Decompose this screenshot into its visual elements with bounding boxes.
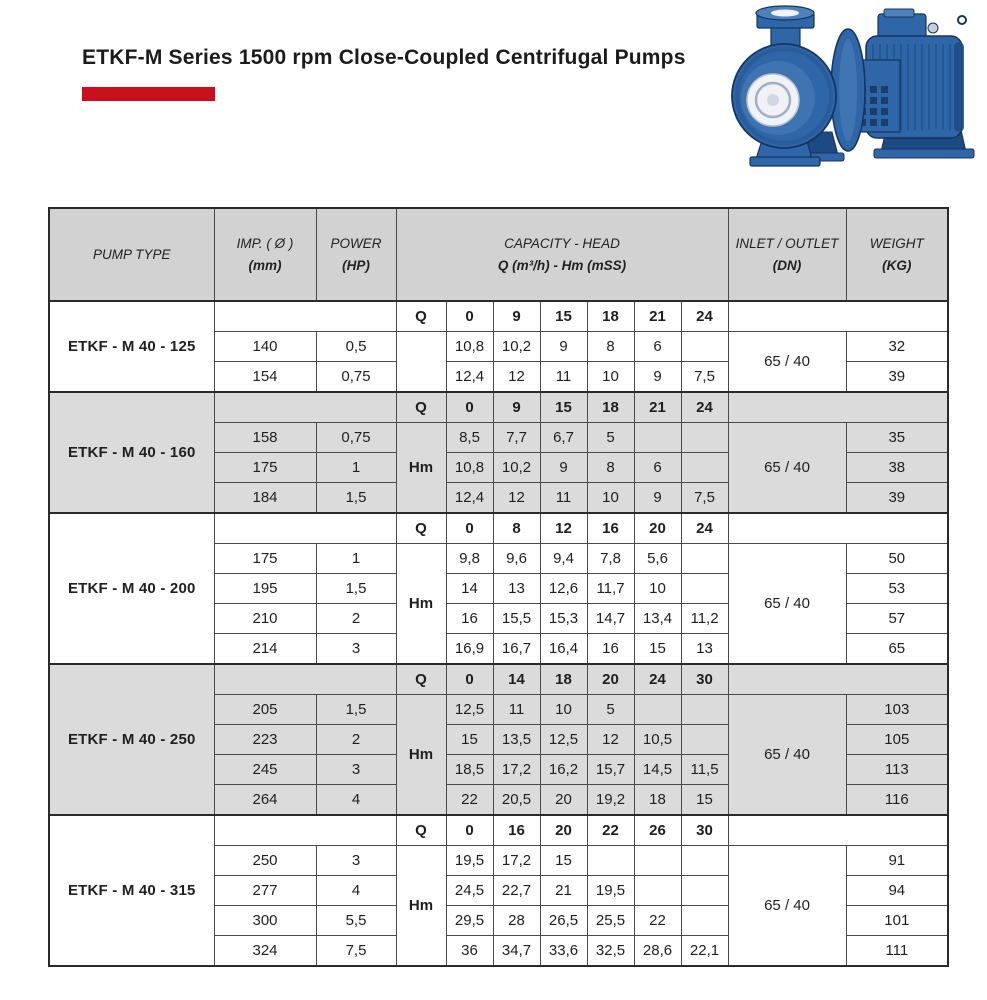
spacer-cell: [728, 815, 948, 846]
head-value-cell: 12,6: [540, 574, 587, 604]
head-value-cell: 16,2: [540, 755, 587, 785]
table-header-row: [49, 208, 948, 301]
head-value-cell: 10,2: [493, 332, 540, 362]
head-value-cell: 10: [540, 695, 587, 725]
head-value-cell: 9,4: [540, 544, 587, 574]
inlet-outlet-cell: 65 / 40: [728, 544, 846, 665]
head-value-cell: 15: [681, 785, 728, 816]
spacer-cell: [728, 664, 948, 695]
column-header-line1: CAPACITY - HEAD: [504, 236, 620, 251]
head-value-cell: 10: [587, 362, 634, 393]
weight-cell: 113: [846, 755, 948, 785]
head-value-cell: 34,7: [493, 936, 540, 967]
q-value-cell: 20: [540, 815, 587, 846]
pump-type-cell: ETKF - M 40 - 200: [49, 513, 214, 664]
group-q-row: [49, 392, 948, 423]
q-value-cell: 21: [634, 392, 681, 423]
head-value-cell: 21: [540, 876, 587, 906]
power-cell: 0,5: [316, 332, 396, 362]
head-value-cell: 15,7: [587, 755, 634, 785]
impeller-cell: 205: [214, 695, 316, 725]
hm-label-cell: [396, 332, 446, 393]
head-value-cell: 20: [540, 785, 587, 816]
head-value-cell: 14: [446, 574, 493, 604]
column-header-pump-type: [49, 208, 214, 301]
q-label-cell: Q: [396, 301, 446, 332]
q-label-cell: Q: [396, 392, 446, 423]
hm-label-cell: Hm: [396, 544, 446, 665]
head-value-cell: [634, 876, 681, 906]
weight-cell: 105: [846, 725, 948, 755]
power-cell: 2: [316, 604, 396, 634]
head-value-cell: 11,7: [587, 574, 634, 604]
table-header: [49, 208, 948, 301]
q-value-cell: 30: [681, 664, 728, 695]
pump-type-cell: ETKF - M 40 - 250: [49, 664, 214, 815]
group-q-row: [49, 815, 948, 846]
column-header-line2: (mm): [248, 258, 282, 273]
impeller-cell: 175: [214, 544, 316, 574]
head-value-cell: 22,1: [681, 936, 728, 967]
power-cell: 1: [316, 453, 396, 483]
head-value-cell: 12,5: [446, 695, 493, 725]
head-value-cell: 11: [540, 483, 587, 514]
head-value-cell: 12,5: [540, 725, 587, 755]
head-value-cell: [634, 423, 681, 453]
head-value-cell: 12: [493, 362, 540, 393]
q-value-cell: 18: [587, 392, 634, 423]
power-cell: 3: [316, 634, 396, 665]
head-value-cell: 9: [540, 453, 587, 483]
pump-data-table: [48, 207, 949, 967]
q-value-cell: 0: [446, 664, 493, 695]
q-value-cell: 20: [587, 664, 634, 695]
impeller-cell: 264: [214, 785, 316, 816]
head-value-cell: 15,3: [540, 604, 587, 634]
hm-label-cell: Hm: [396, 846, 446, 967]
q-value-cell: 22: [587, 815, 634, 846]
weight-cell: 32: [846, 332, 948, 362]
q-value-cell: 8: [493, 513, 540, 544]
head-value-cell: [587, 846, 634, 876]
q-value-cell: 26: [634, 815, 681, 846]
head-value-cell: 28: [493, 906, 540, 936]
column-header-line1: POWER: [330, 236, 382, 251]
head-value-cell: 29,5: [446, 906, 493, 936]
impeller-cell: 195: [214, 574, 316, 604]
volute-group: [732, 6, 844, 166]
impeller-cell: 158: [214, 423, 316, 453]
q-value-cell: 24: [634, 664, 681, 695]
head-value-cell: [681, 725, 728, 755]
inlet-outlet-cell: 65 / 40: [728, 846, 846, 967]
column-header-line2: (HP): [342, 258, 370, 273]
impeller-cell: 245: [214, 755, 316, 785]
head-value-cell: 22: [634, 906, 681, 936]
head-value-cell: 24,5: [446, 876, 493, 906]
power-cell: 4: [316, 876, 396, 906]
impeller-cell: 214: [214, 634, 316, 665]
impeller-cell: 277: [214, 876, 316, 906]
power-cell: 0,75: [316, 423, 396, 453]
power-cell: 1,5: [316, 695, 396, 725]
q-value-cell: 0: [446, 392, 493, 423]
spacer-cell: [728, 301, 948, 332]
head-value-cell: 13: [493, 574, 540, 604]
q-value-cell: 9: [493, 392, 540, 423]
q-value-cell: 21: [634, 301, 681, 332]
head-value-cell: 28,6: [634, 936, 681, 967]
hm-label-cell: Hm: [396, 695, 446, 816]
head-value-cell: 5: [587, 695, 634, 725]
q-value-cell: 24: [681, 392, 728, 423]
title-accent-bar: [82, 87, 215, 101]
head-value-cell: 9: [540, 332, 587, 362]
head-value-cell: 36: [446, 936, 493, 967]
head-value-cell: 15: [446, 725, 493, 755]
weight-cell: 111: [846, 936, 948, 967]
q-value-cell: 0: [446, 301, 493, 332]
spacer-cell: [214, 301, 396, 332]
inlet-outlet-cell: 65 / 40: [728, 695, 846, 816]
head-value-cell: 22: [446, 785, 493, 816]
weight-cell: 103: [846, 695, 948, 725]
head-value-cell: 15: [634, 634, 681, 665]
head-value-cell: [634, 846, 681, 876]
head-value-cell: 14,7: [587, 604, 634, 634]
pump-type-cell: ETKF - M 40 - 125: [49, 301, 214, 392]
column-header-line1: PUMP TYPE: [92, 247, 171, 262]
q-value-cell: 18: [540, 664, 587, 695]
head-value-cell: 6: [634, 332, 681, 362]
head-value-cell: 7,5: [681, 483, 728, 514]
spacer-cell: [214, 815, 396, 846]
head-value-cell: 22,7: [493, 876, 540, 906]
head-value-cell: 16: [446, 604, 493, 634]
head-value-cell: 17,2: [493, 846, 540, 876]
head-value-cell: [681, 906, 728, 936]
hm-label-cell: Hm: [396, 423, 446, 514]
pump-illustration: [714, 0, 986, 174]
head-value-cell: [681, 544, 728, 574]
q-value-cell: 16: [493, 815, 540, 846]
head-value-cell: 10,2: [493, 453, 540, 483]
head-value-cell: 12: [493, 483, 540, 514]
impeller-cell: 154: [214, 362, 316, 393]
head-value-cell: 13: [681, 634, 728, 665]
head-value-cell: 9,6: [493, 544, 540, 574]
group-q-row: [49, 301, 948, 332]
power-cell: 2: [316, 725, 396, 755]
head-value-cell: 15,5: [493, 604, 540, 634]
q-value-cell: 24: [681, 301, 728, 332]
head-value-cell: 12,4: [446, 483, 493, 514]
impeller-cell: 250: [214, 846, 316, 876]
head-value-cell: 11,5: [681, 755, 728, 785]
head-value-cell: 10: [587, 483, 634, 514]
column-header-line1: IMP. ( Ø ): [236, 236, 294, 251]
head-value-cell: 13,5: [493, 725, 540, 755]
pump-type-cell: ETKF - M 40 - 160: [49, 392, 214, 513]
page-title: ETKF-M Series 1500 rpm Close-Coupled Centrifugal Pumps: [82, 46, 686, 69]
head-value-cell: [681, 423, 728, 453]
head-value-cell: 13,4: [634, 604, 681, 634]
power-cell: 4: [316, 785, 396, 816]
power-cell: 1,5: [316, 574, 396, 604]
head-value-cell: 18: [634, 785, 681, 816]
q-label-cell: Q: [396, 815, 446, 846]
group-q-row: [49, 664, 948, 695]
weight-cell: 38: [846, 453, 948, 483]
weight-cell: 91: [846, 846, 948, 876]
weight-cell: 57: [846, 604, 948, 634]
table-body: [49, 301, 948, 966]
group-q-row: [49, 513, 948, 544]
head-value-cell: 5,6: [634, 544, 681, 574]
weight-cell: 53: [846, 574, 948, 604]
column-header-line1: WEIGHT: [869, 236, 924, 251]
head-value-cell: 33,6: [540, 936, 587, 967]
head-value-cell: 19,5: [587, 876, 634, 906]
head-value-cell: 7,5: [681, 362, 728, 393]
impeller-cell: 223: [214, 725, 316, 755]
head-value-cell: 7,8: [587, 544, 634, 574]
head-value-cell: 8: [587, 453, 634, 483]
head-value-cell: 9: [634, 362, 681, 393]
q-value-cell: 0: [446, 815, 493, 846]
q-value-cell: 12: [540, 513, 587, 544]
head-value-cell: 10,8: [446, 332, 493, 362]
head-value-cell: 19,5: [446, 846, 493, 876]
head-value-cell: 11: [493, 695, 540, 725]
weight-cell: 116: [846, 785, 948, 816]
q-value-cell: 20: [634, 513, 681, 544]
column-header-power: [316, 208, 396, 301]
power-cell: 1: [316, 544, 396, 574]
spacer-cell: [214, 513, 396, 544]
head-value-cell: 17,2: [493, 755, 540, 785]
head-value-cell: 10,8: [446, 453, 493, 483]
pump-type-cell: ETKF - M 40 - 315: [49, 815, 214, 966]
weight-cell: 39: [846, 483, 948, 514]
spacer-cell: [214, 664, 396, 695]
power-cell: 1,5: [316, 483, 396, 514]
impeller-cell: 140: [214, 332, 316, 362]
head-value-cell: 32,5: [587, 936, 634, 967]
head-value-cell: [681, 453, 728, 483]
q-value-cell: 24: [681, 513, 728, 544]
impeller-cell: 184: [214, 483, 316, 514]
head-value-cell: [681, 846, 728, 876]
head-value-cell: 12,4: [446, 362, 493, 393]
head-value-cell: 10,5: [634, 725, 681, 755]
head-value-cell: 18,5: [446, 755, 493, 785]
column-header-inlet-outlet: [728, 208, 846, 301]
weight-cell: 65: [846, 634, 948, 665]
inlet-outlet-cell: 65 / 40: [728, 423, 846, 514]
head-value-cell: [681, 332, 728, 362]
head-value-cell: 8: [587, 332, 634, 362]
head-value-cell: 16: [587, 634, 634, 665]
head-value-cell: 25,5: [587, 906, 634, 936]
impeller-cell: 175: [214, 453, 316, 483]
impeller-cell: 210: [214, 604, 316, 634]
column-header-line2: (KG): [882, 258, 912, 273]
q-label-cell: Q: [396, 664, 446, 695]
head-value-cell: 6: [634, 453, 681, 483]
head-value-cell: 7,7: [493, 423, 540, 453]
column-header-capacity-head: [396, 208, 728, 301]
q-value-cell: 15: [540, 301, 587, 332]
q-value-cell: 18: [587, 301, 634, 332]
power-cell: 3: [316, 846, 396, 876]
head-value-cell: 9,8: [446, 544, 493, 574]
head-value-cell: 14,5: [634, 755, 681, 785]
head-value-cell: 6,7: [540, 423, 587, 453]
head-value-cell: 16,9: [446, 634, 493, 665]
column-header-line2: (DN): [772, 258, 802, 273]
spacer-cell: [728, 513, 948, 544]
q-value-cell: 15: [540, 392, 587, 423]
weight-cell: 39: [846, 362, 948, 393]
spacer-cell: [728, 392, 948, 423]
head-value-cell: 8,5: [446, 423, 493, 453]
q-value-cell: 16: [587, 513, 634, 544]
head-value-cell: [634, 695, 681, 725]
q-value-cell: 30: [681, 815, 728, 846]
head-value-cell: 26,5: [540, 906, 587, 936]
head-value-cell: [681, 876, 728, 906]
inlet-outlet-cell: 65 / 40: [728, 332, 846, 393]
column-header-impeller: [214, 208, 316, 301]
weight-cell: 50: [846, 544, 948, 574]
power-cell: 0,75: [316, 362, 396, 393]
impeller-cell: 324: [214, 936, 316, 967]
spacer-cell: [214, 392, 396, 423]
q-value-cell: 0: [446, 513, 493, 544]
column-header-weight: [846, 208, 948, 301]
head-value-cell: 16,4: [540, 634, 587, 665]
column-header-line1: INLET / OUTLET: [735, 236, 839, 251]
weight-cell: 35: [846, 423, 948, 453]
head-value-cell: [681, 695, 728, 725]
head-value-cell: 11: [540, 362, 587, 393]
head-value-cell: 5: [587, 423, 634, 453]
impeller-cell: 300: [214, 906, 316, 936]
weight-cell: 101: [846, 906, 948, 936]
head-value-cell: [681, 574, 728, 604]
head-value-cell: 16,7: [493, 634, 540, 665]
power-cell: 5,5: [316, 906, 396, 936]
head-value-cell: 10: [634, 574, 681, 604]
head-value-cell: 11,2: [681, 604, 728, 634]
head-value-cell: 20,5: [493, 785, 540, 816]
head-value-cell: 19,2: [587, 785, 634, 816]
q-value-cell: 9: [493, 301, 540, 332]
column-header-line2: Q (m³/h) - Hm (mSS): [497, 258, 627, 273]
q-label-cell: Q: [396, 513, 446, 544]
head-value-cell: 9: [634, 483, 681, 514]
head-value-cell: 15: [540, 846, 587, 876]
head-value-cell: 12: [587, 725, 634, 755]
weight-cell: 94: [846, 876, 948, 906]
power-cell: 3: [316, 755, 396, 785]
q-value-cell: 14: [493, 664, 540, 695]
power-cell: 7,5: [316, 936, 396, 967]
